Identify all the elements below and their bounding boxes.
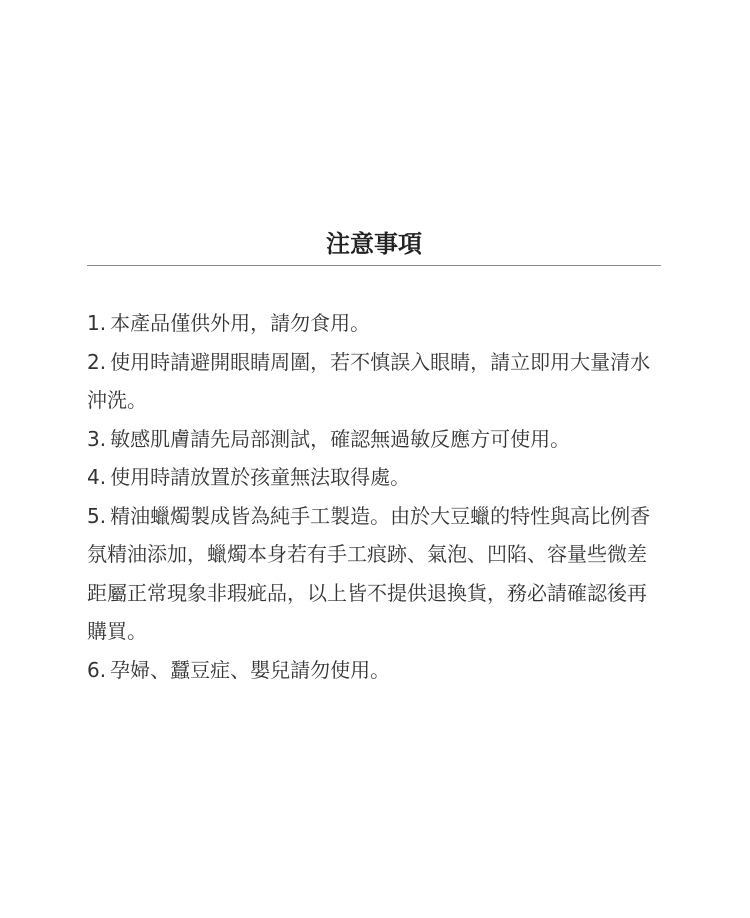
item-number: 2. [87,349,107,374]
item-number: 1. [87,311,107,335]
item-text: 孕婦、蠶豆症、嬰兒請勿使用。 [110,657,391,682]
item-number: 3. [87,426,107,451]
notice-item-4 [87,458,661,497]
notice-section [87,226,661,689]
title-divider [87,265,661,266]
notice-title: 注意事項 [326,230,422,258]
notice-item-5 [87,497,661,651]
item-text: 本產品僅供外用，請勿食用。 [110,311,371,335]
item-text: 敏感肌膚請先局部測試，確認無過敏反應方可使用。 [110,426,571,451]
notice-list [87,304,661,689]
item-number: 5. [87,503,107,528]
item-number: 4. [87,465,107,489]
notice-item-1 [87,304,661,343]
item-text: 使用時請避開眼睛周圍，若不慎誤入眼睛，請立即用大量清水沖洗。 [87,349,651,412]
notice-item-2 [87,343,661,420]
item-number: 6. [87,657,107,682]
item-text: 精油蠟燭製成皆為純手工製造。由於大豆蠟的特性與高比例香氛精油添加，蠟燭本身若有手工痕跡、氣泡、凹陷、容量些微差距屬正常現象非瑕疵品，以上皆不提供退換貨，務必請確認後再購買。 [87,503,651,643]
item-text: 使用時請放置於孩童無法取得處。 [110,465,411,489]
notice-item-6 [87,651,661,690]
notice-item-3 [87,420,661,459]
